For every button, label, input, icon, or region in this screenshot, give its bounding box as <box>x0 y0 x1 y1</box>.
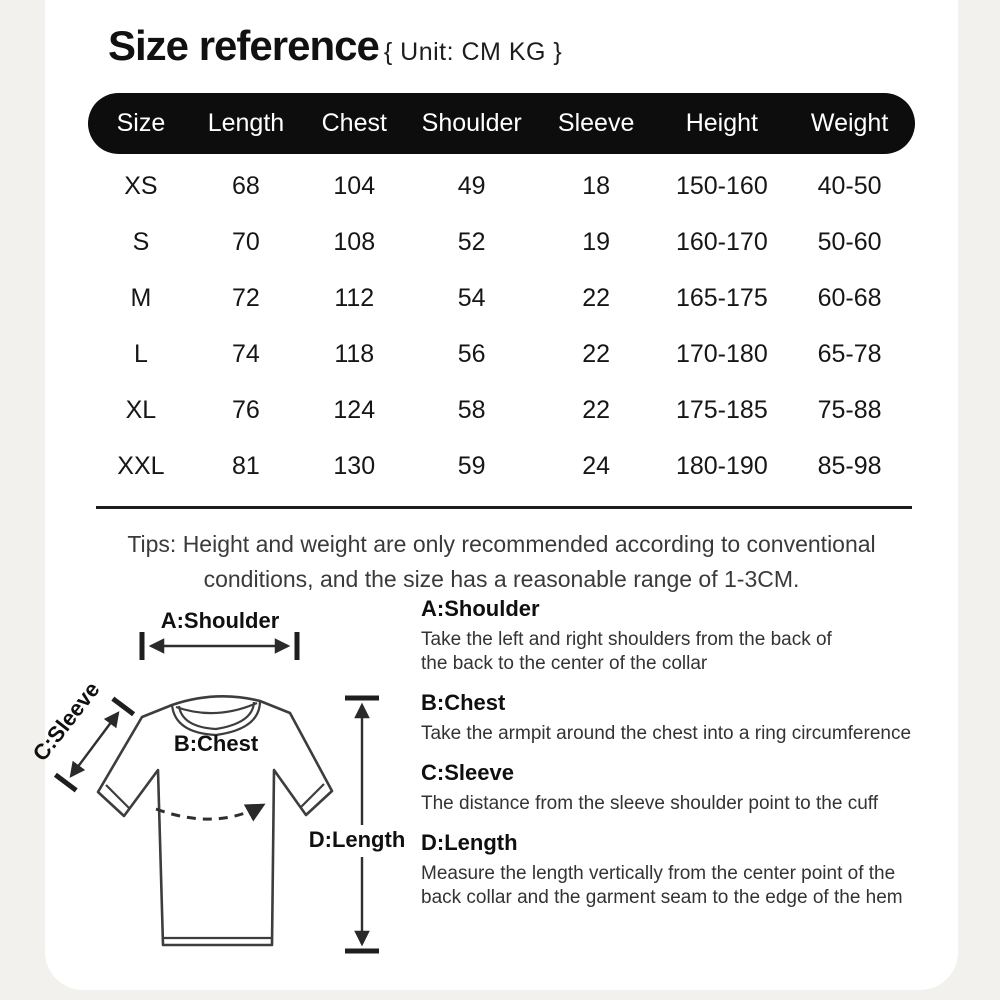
header-chest: Chest <box>321 109 387 137</box>
table-row-xxl <box>88 438 915 494</box>
shoulder-cell: 54 <box>457 283 486 312</box>
shoulder-cell: 49 <box>457 171 486 200</box>
size-table-body <box>88 158 915 494</box>
definition-text: Measure the length vertically from the center point of the <box>421 863 896 884</box>
size-cell: S <box>132 227 150 256</box>
shoulder-cell: 58 <box>457 395 486 424</box>
sleeve-cell: 18 <box>582 171 611 200</box>
definition-text: The distance from the sleeve shoulder point to the cuff <box>421 793 878 814</box>
sleeve-cell: 22 <box>582 395 611 424</box>
size-cell: XS <box>124 171 158 200</box>
header-length: Length <box>207 109 285 137</box>
title-row <box>108 22 562 70</box>
length-cell: 68 <box>232 171 260 200</box>
measurement-definitions <box>421 596 973 924</box>
definition-length <box>421 830 973 910</box>
weight-cell: 50-60 <box>817 227 882 256</box>
sleeve-cell: 24 <box>582 451 611 480</box>
weight-cell: 75-88 <box>817 395 882 424</box>
diagram-label-shoulder: A:Shoulder <box>160 608 280 633</box>
table-row-xs <box>88 158 915 214</box>
definition-text: back collar and the garment seam to the edge of the hem <box>421 887 903 908</box>
tips-text <box>88 527 915 597</box>
length-cell: 70 <box>232 227 260 256</box>
diagram-label-sleeve: C:Sleeve <box>27 677 105 766</box>
diagram-label-length: D:Length <box>308 827 406 852</box>
size-cell: M <box>130 283 152 312</box>
size-cell: XXL <box>117 451 165 480</box>
page-title: Size reference <box>108 22 379 69</box>
length-cell: 72 <box>232 283 260 312</box>
definition-heading: A:Shoulder <box>421 596 540 621</box>
height-cell: 170-180 <box>675 339 768 368</box>
length-cell: 76 <box>232 395 260 424</box>
header-shoulder: Shoulder <box>421 109 522 137</box>
weight-cell: 40-50 <box>817 171 882 200</box>
definition-heading: B:Chest <box>421 690 506 715</box>
table-row-s <box>88 214 915 270</box>
size-table-header <box>88 93 915 154</box>
shoulder-cell: 56 <box>457 339 486 368</box>
sleeve-cell: 22 <box>582 283 611 312</box>
definition-text: Take the armpit around the chest into a ring circumference <box>421 723 912 744</box>
weight-cell: 85-98 <box>817 451 882 480</box>
header-size: Size <box>116 109 166 137</box>
chest-cell: 118 <box>334 339 375 368</box>
length-cell: 81 <box>232 451 260 480</box>
sleeve-cell: 22 <box>582 339 611 368</box>
chest-cell: 104 <box>333 171 376 200</box>
divider <box>96 506 912 509</box>
height-cell: 180-190 <box>675 451 768 480</box>
definition-sleeve <box>421 760 973 816</box>
definition-chest <box>421 690 973 746</box>
header-weight: Weight <box>810 109 889 137</box>
diagram-label-chest: B:Chest <box>173 731 259 756</box>
weight-cell: 65-78 <box>817 339 882 368</box>
tips-line-2: conditions, and the size has a reasonable range of 1-3CM. <box>203 566 800 592</box>
height-cell: 175-185 <box>675 395 768 424</box>
table-row-xl <box>88 382 915 438</box>
definition-heading: D:Length <box>421 830 518 855</box>
height-cell: 165-175 <box>675 283 768 312</box>
sleeve-tick-top <box>113 699 134 715</box>
shoulder-cell: 52 <box>457 227 486 256</box>
sleeve-cell: 19 <box>582 227 611 256</box>
chest-cell: 130 <box>333 451 376 480</box>
chest-cell: 108 <box>333 227 376 256</box>
definition-heading: C:Sleeve <box>421 760 514 785</box>
height-cell: 150-160 <box>675 171 768 200</box>
header-height: Height <box>685 109 758 137</box>
chest-cell: 112 <box>334 283 375 312</box>
sleeve-tick-bottom <box>55 775 76 791</box>
unit-label: { Unit: CM KG } <box>383 38 563 66</box>
table-row-m <box>88 270 915 326</box>
definition-text: the back to the center of the collar <box>421 653 708 674</box>
definition-shoulder <box>421 596 973 676</box>
length-cell: 74 <box>232 339 260 368</box>
size-cell: XL <box>125 395 157 424</box>
chest-cell: 124 <box>333 395 376 424</box>
tshirt-diagram <box>20 595 420 995</box>
weight-cell: 60-68 <box>817 283 882 312</box>
definition-text: Take the left and right shoulders from the back of <box>421 629 832 650</box>
tips-line-1: Tips: Height and weight are only recommended according to conventional <box>127 531 876 557</box>
height-cell: 160-170 <box>675 227 768 256</box>
header-sleeve: Sleeve <box>557 109 635 137</box>
size-cell: L <box>133 339 148 368</box>
shoulder-cell: 59 <box>457 451 486 480</box>
table-row-l <box>88 326 915 382</box>
